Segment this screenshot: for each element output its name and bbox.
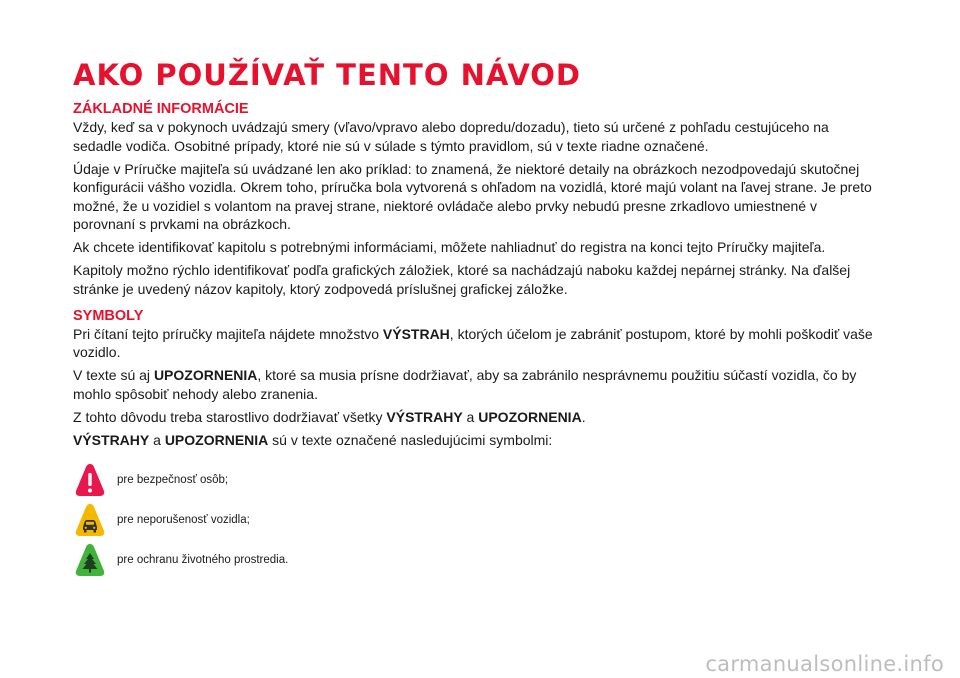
- section-heading-basic-info: ZÁKLADNÉ INFORMÁCIE: [73, 101, 249, 117]
- symbol-row-environment: [75, 540, 873, 580]
- watermark: carmanualsonline.info: [705, 652, 944, 676]
- paragraph-warnings: Pri čítaní tejto príručky majiteľa nájdete množstvo VÝSTRAH, ktorých účelom je zabrániť postupom, ktoré by mohli poškodiť vaše vozidlo.: [73, 325, 873, 360]
- symbol-label-person-safety: pre bezpečnosť osôb;: [117, 473, 229, 486]
- symbol-label-vehicle-integrity: pre neporušenosť vozidla;: [117, 513, 250, 526]
- paragraph-directions: Vždy, keď sa v pokynoch uvádzajú smery (vľavo/vpravo alebo dopredu/dozadu), tieto sú určené z pohľadu cestujúceho na sedadle vodiča. Osobitné prípady, ktoré nie sú v súlade s týmto pravidlom, sú v texte riadne označené.: [73, 119, 829, 154]
- paragraph-symbol-intro: VÝSTRAHY a UPOZORNENIA sú v texte označené nasledujúcimi symbolmi:: [73, 431, 553, 448]
- page-title: AKO POUŽÍVAŤ TENTO NÁVOD: [73, 58, 581, 92]
- paragraph-chapter-tabs: Kapitoly možno rýchlo identifikovať podľa grafických záložiek, ktoré sa nachádzajú naboku každej nepárnej stránky. Na ďalšej stránke je uvedený názov kapitoly, ktorý zodpovedá príslušnej grafickej záložke.: [73, 262, 851, 297]
- environment-protection-icon: [75, 543, 105, 577]
- symbol-row-person-safety: [75, 460, 873, 500]
- vehicle-integrity-icon: [75, 503, 105, 537]
- person-safety-warning-icon: [75, 463, 105, 497]
- paragraph-illustrations: Údaje v Príručke majiteľa sú uvádzané len ako príklad: to znamená, že niektoré detaily na obrázkoch nezodpovedajú skutočnej konfigurácii vášho vozidla. Okrem toho, príručka bola vytvorená s ohľadom na vozidlá, ktoré majú volant na ľavej strane. Je preto možné, že u vozidiel s volantom na pravej strane, niektoré ovládače alebo prvky nebudú presne zrkadlovo umiestnené v porovnaní s prvkami na obrázkoch.: [73, 160, 872, 232]
- manual-page: [73, 58, 873, 580]
- section-heading-symbols: SYMBOLY: [73, 307, 144, 324]
- paragraph-index: Ak chcete identifikovať kapitolu s potrebnými informáciami, môžete nahliadnuť do registra na konci tejto Príručky majiteľa.: [73, 239, 826, 255]
- symbol-label-environment: pre ochranu životného prostredia.: [117, 553, 289, 566]
- paragraph-observe: Z tohto dôvodu treba starostlivo dodržiavať všetky VÝSTRAHY a UPOZORNENIA.: [73, 408, 586, 425]
- symbol-row-vehicle-integrity: [75, 500, 873, 540]
- paragraph-cautions: V texte sú aj UPOZORNENIA, ktoré sa musia prísne dodržiavať, aby sa zabránilo nesprávnemu použitiu súčastí vozidla, čo by mohlo spôsobiť nehody alebo zranenia.: [73, 367, 857, 402]
